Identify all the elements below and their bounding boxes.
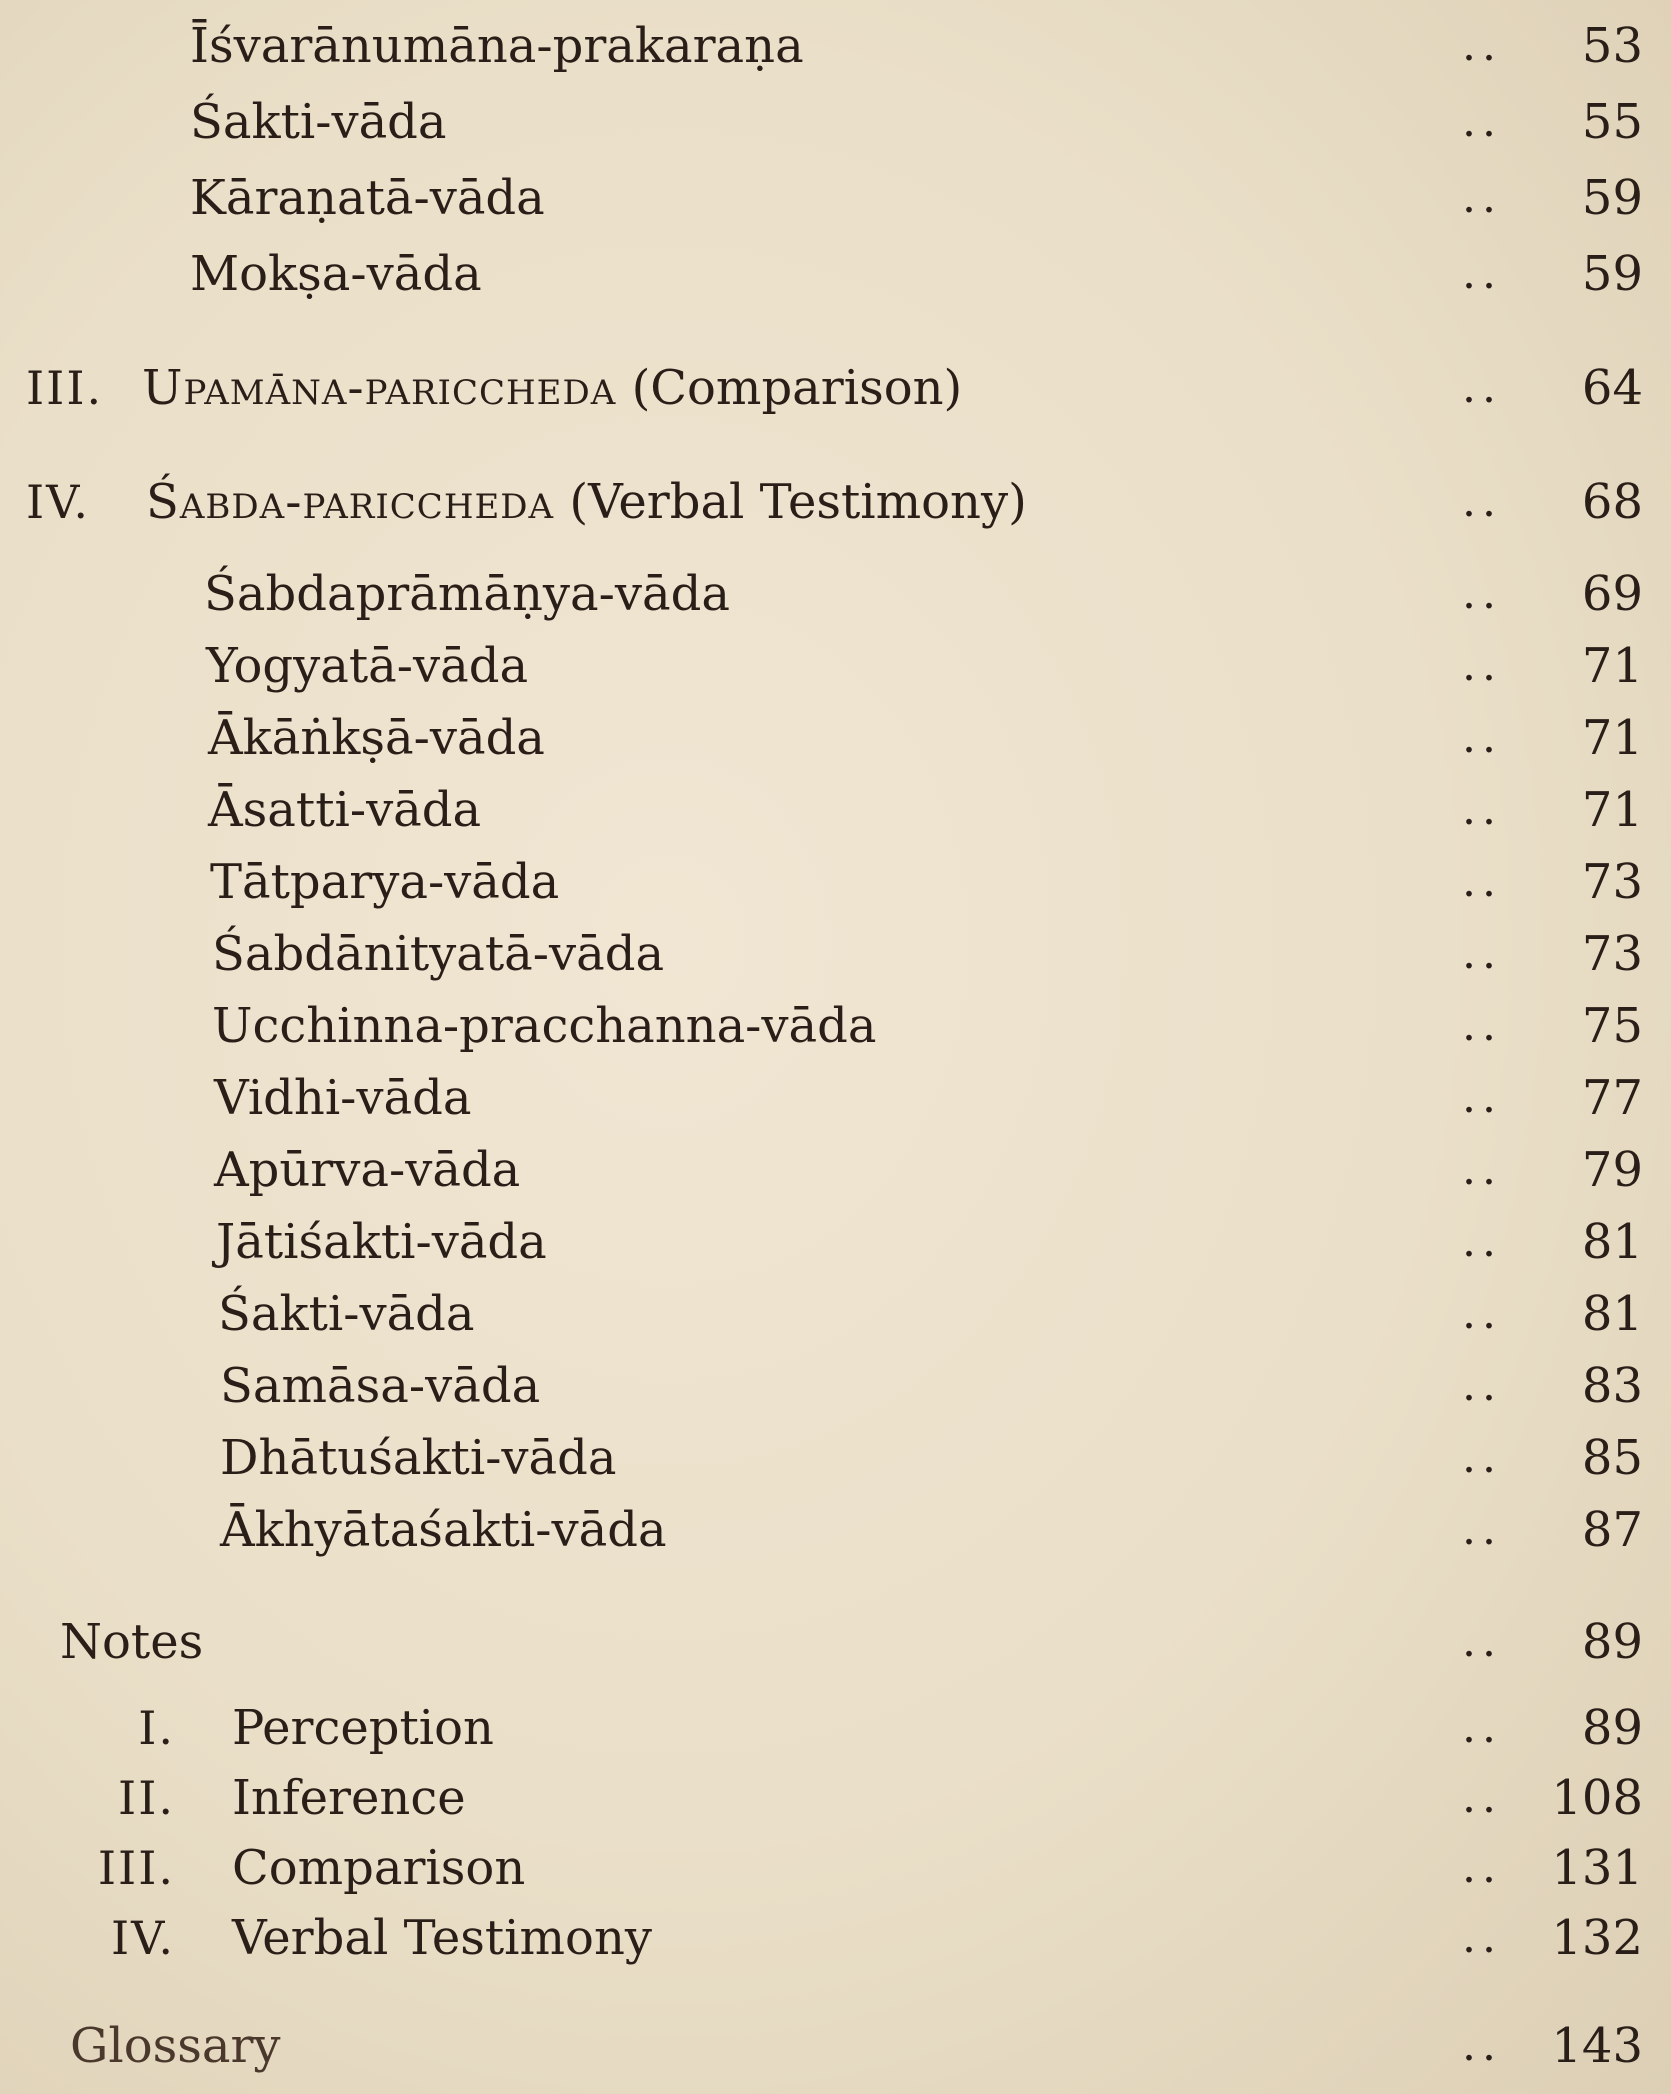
dot-leader: .. [1462, 2020, 1502, 2071]
page-number: 79 [1581, 1142, 1643, 1198]
dot-leader: .. [1462, 1912, 1502, 1963]
toc-entry [0, 1068, 1671, 1128]
toc-entry-title: Śakti-vāda [190, 94, 447, 150]
toc-section-heading [0, 358, 1671, 418]
dot-leader: .. [1462, 1000, 1502, 1051]
page-number: 64 [1581, 360, 1643, 416]
page-number: 68 [1581, 474, 1643, 530]
toc-entry-title: Glossary [70, 2018, 281, 2074]
toc-entry-title: Śabdānityatā-vāda [212, 926, 665, 982]
toc-notes-entry [0, 1838, 1671, 1898]
section-number: IV. [111, 1911, 175, 1965]
page-number: 81 [1581, 1286, 1643, 1342]
dot-leader: .. [1462, 1616, 1502, 1667]
toc-entry [0, 92, 1671, 152]
toc-entry-title: Āsatti-vāda [208, 782, 482, 838]
dot-leader: .. [1462, 1360, 1502, 1411]
page-number: 85 [1581, 1430, 1643, 1486]
toc-entry-title: Tātparya-vāda [210, 854, 560, 910]
toc-entry [0, 1212, 1671, 1272]
toc-entry [0, 1500, 1671, 1560]
dot-leader: .. [1462, 476, 1502, 527]
dot-leader: .. [1462, 1842, 1502, 1893]
toc-entry-title: Perception [232, 1700, 494, 1756]
page-number: 143 [1551, 2018, 1643, 2074]
toc-entry [0, 780, 1671, 840]
dot-leader: .. [1462, 96, 1502, 147]
page-number: 108 [1551, 1770, 1643, 1826]
toc-entry [0, 1284, 1671, 1344]
toc-notes-entry [0, 1908, 1671, 1968]
toc-entry-title: Īśvarānumāna-prakaraṇa [190, 18, 804, 74]
section-title [142, 358, 962, 418]
dot-leader: .. [1462, 640, 1502, 691]
toc-entry [0, 16, 1671, 76]
page-number: 55 [1581, 94, 1643, 150]
dot-leader: .. [1462, 856, 1502, 907]
toc-glossary [0, 2016, 1671, 2076]
page-number: 131 [1551, 1840, 1643, 1896]
toc-section-heading [0, 472, 1671, 532]
page-number: 73 [1581, 854, 1643, 910]
section-heading-sanskrit: Upamāna-pariccheda [142, 360, 617, 416]
toc-entry [0, 1140, 1671, 1200]
page-number: 75 [1581, 998, 1643, 1054]
toc-entry-title: Verbal Testimony [232, 1910, 652, 1966]
toc-notes-entry [0, 1698, 1671, 1758]
toc-entry-title: Śakti-vāda [218, 1286, 475, 1342]
toc-entry-title: Vidhi-vāda [214, 1070, 472, 1126]
dot-leader: .. [1462, 1216, 1502, 1267]
toc-entry [0, 244, 1671, 304]
toc-entry-title: Inference [232, 1770, 466, 1826]
section-heading-sanskrit: Śabda-pariccheda [146, 474, 555, 530]
toc-entry-title: Ākhyātaśakti-vāda [220, 1502, 667, 1558]
page-number: 59 [1581, 246, 1643, 302]
page-number: 53 [1581, 18, 1643, 74]
page-number: 87 [1581, 1502, 1643, 1558]
dot-leader: .. [1462, 1288, 1502, 1339]
toc-entry-title: Yogyatā-vāda [206, 638, 529, 694]
section-heading-english: (Verbal Testimony) [569, 474, 1027, 530]
page-number: 83 [1581, 1358, 1643, 1414]
toc-entry-title: Notes [60, 1614, 204, 1670]
dot-leader: .. [1462, 1072, 1502, 1123]
dot-leader: .. [1462, 1144, 1502, 1195]
page-number: 89 [1581, 1614, 1643, 1670]
dot-leader: .. [1462, 1432, 1502, 1483]
toc-entry [0, 1428, 1671, 1488]
toc-entry-title: Samāsa-vāda [220, 1358, 541, 1414]
page-number: 73 [1581, 926, 1643, 982]
page-number: 71 [1581, 782, 1643, 838]
dot-leader: .. [1462, 20, 1502, 71]
page-number: 71 [1581, 638, 1643, 694]
toc-entry [0, 1356, 1671, 1416]
page-number: 81 [1581, 1214, 1643, 1270]
section-heading-english: (Comparison) [631, 360, 963, 416]
toc-entry-title: Śabdaprāmāṇya-vāda [204, 566, 730, 622]
page-number: 77 [1581, 1070, 1643, 1126]
toc-entry-title: Mokṣa-vāda [190, 246, 482, 302]
toc-entry [0, 168, 1671, 228]
section-number: II. [118, 1771, 175, 1825]
toc-entry-title: Ucchinna-pracchanna-vāda [212, 998, 877, 1054]
dot-leader: .. [1462, 784, 1502, 835]
toc-entry-title: Kāraṇatā-vāda [190, 170, 545, 226]
dot-leader: .. [1462, 1772, 1502, 1823]
page-number: 132 [1551, 1910, 1643, 1966]
dot-leader: .. [1462, 568, 1502, 619]
toc-entry-title: Dhātuśakti-vāda [220, 1430, 617, 1486]
toc-entry [0, 708, 1671, 768]
dot-leader: .. [1462, 248, 1502, 299]
toc-entry [0, 852, 1671, 912]
toc-entry-title: Apūrva-vāda [214, 1142, 521, 1198]
toc-entry-title: Comparison [232, 1840, 526, 1896]
toc-entry [0, 924, 1671, 984]
page-number: 69 [1581, 566, 1643, 622]
dot-leader: .. [1462, 928, 1502, 979]
toc-notes-heading [0, 1612, 1671, 1672]
dot-leader: .. [1462, 1702, 1502, 1753]
toc-entry [0, 996, 1671, 1056]
toc-entry-title: Jātiśakti-vāda [216, 1214, 547, 1270]
dot-leader: .. [1462, 362, 1502, 413]
toc-entry [0, 636, 1671, 696]
section-number: III. [97, 1841, 175, 1895]
page-number: 89 [1581, 1700, 1643, 1756]
section-number: IV. [26, 475, 90, 529]
dot-leader: .. [1462, 712, 1502, 763]
toc-entry-title: Ākāṅkṣā-vāda [208, 710, 545, 766]
toc-notes-entry [0, 1768, 1671, 1828]
page-number: 71 [1581, 710, 1643, 766]
toc-entry [0, 564, 1671, 624]
section-number: III. [26, 361, 104, 415]
section-title [146, 472, 1027, 532]
section-number: I. [138, 1701, 175, 1755]
dot-leader: .. [1462, 172, 1502, 223]
dot-leader: .. [1462, 1504, 1502, 1555]
page-number: 59 [1581, 170, 1643, 226]
